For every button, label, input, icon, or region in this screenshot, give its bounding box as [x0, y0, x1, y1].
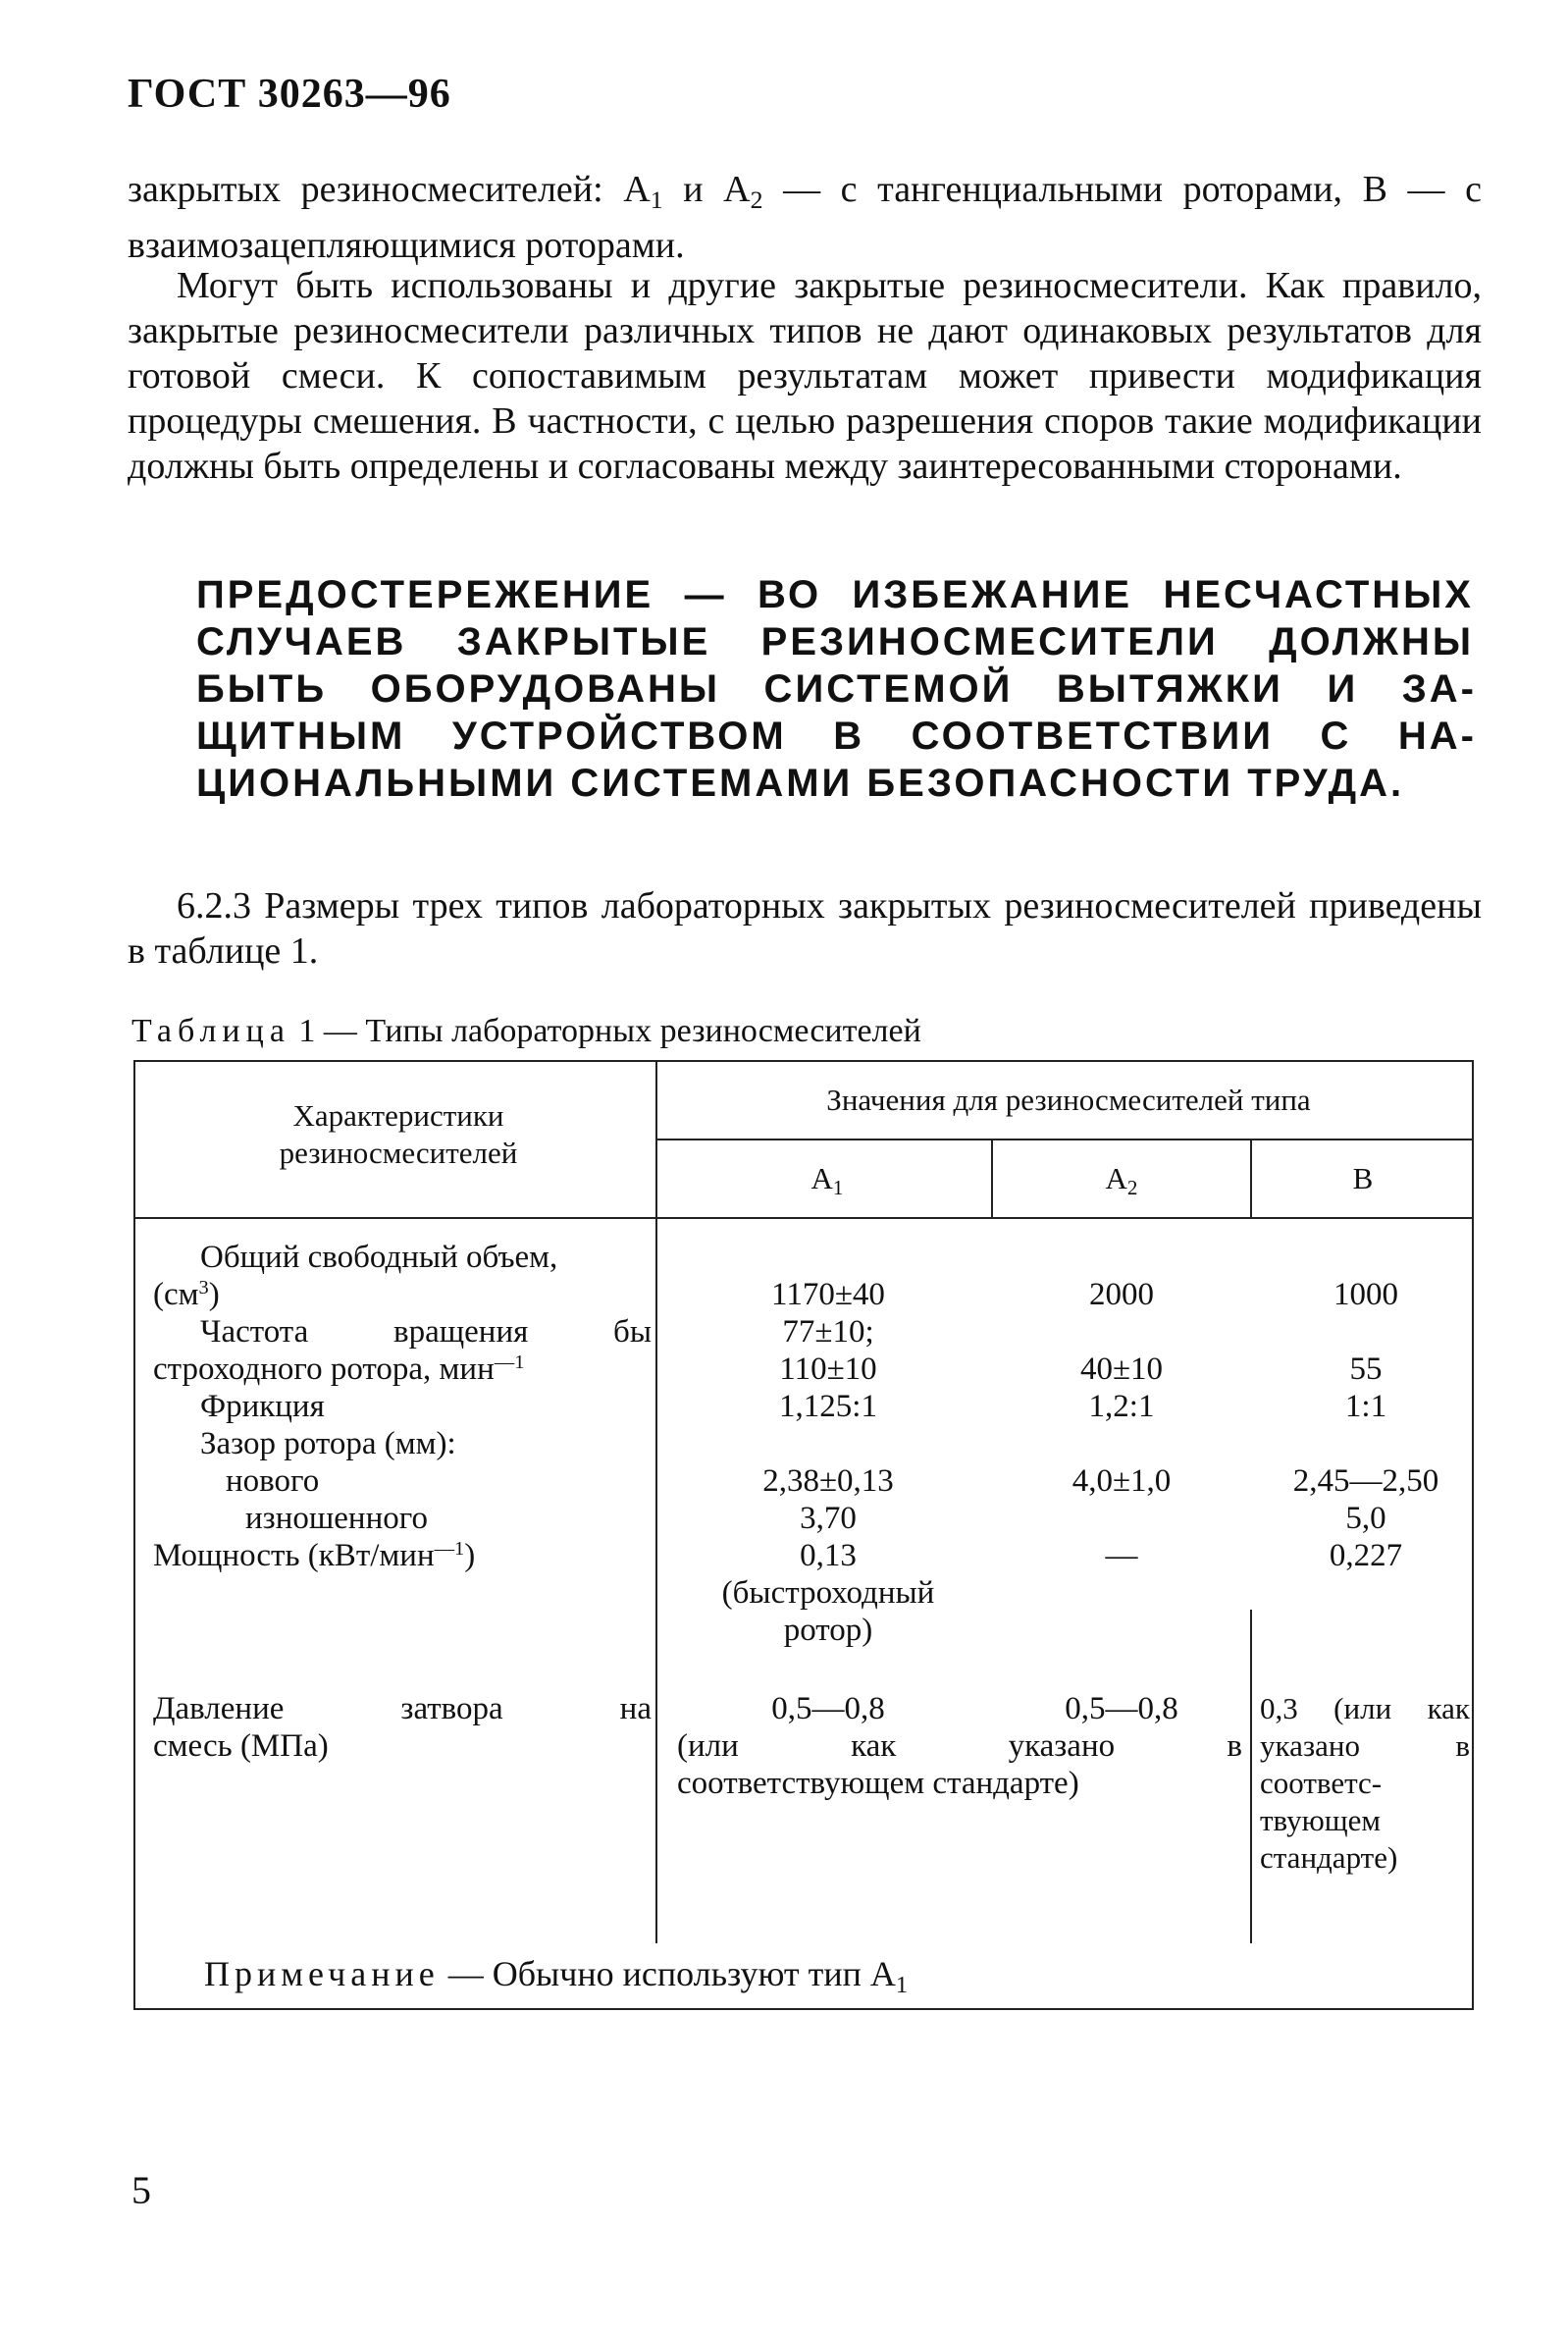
table-caption: Таблица 1 — Типы лабораторных резиносмесителей [131, 1013, 921, 1049]
a2-pressure: 0,5—0,8 [1065, 1691, 1178, 1726]
pressure-characteristic: Давление затвора на смесь (МПа) [153, 1691, 652, 1764]
a2-values: 2000 40±10 1,2:1 4,0±1,0 — [1071, 1277, 1172, 1573]
table-note: Примечание — Обычно используют тип $А_1$ [204, 1954, 909, 1998]
table-header-split [655, 1139, 1474, 1140]
table-divider-char [655, 1060, 657, 1943]
paragraph-mixer-types: закрытых резиносмесителей: $А_1$ и $А_2$ — с тангенциальными роторами, В — с взаимозацепляющимися роторами. [128, 169, 1482, 267]
b-values: 1000 55 1:1 2,45—2,50 5,0 0,227 [1292, 1277, 1439, 1573]
header-values: Значения для резиносмесителей типа [826, 1083, 1311, 1117]
table-header-bottom [133, 1217, 1474, 1219]
standard-header: ГОСТ 30263—96 [128, 72, 451, 117]
paragraph-other-mixers: Могут быть использованы и другие закрытые резиносмесители. Как правило, закрытые резиносмесители различных типов не дают одинаковых результатов для готовой смеси. К сопоставимым результатам может привести модификация процедуры смешения. В частности, с целью разрешения споров такие модификации должны быть определены и согласованы между заинтересованными сторонами. [128, 265, 1482, 487]
page-number: 5 [131, 2168, 151, 2212]
safety-warning: ПРЕДОСТЕРЕЖЕНИЕ — ВО ИЗБЕЖАНИЕ НЕСЧАСТНЫХ СЛУЧАЕВ ЗАКРЫТЫЕ РЕЗИНОСМЕСИТЕЛИ ДОЛЖНЫ БЫТЬ ОБОРУДОВАНЫ СИСТЕМОЙ ВЫТЯЖКИ И ЗАЩИТНЫМ УСТРОЙСТВОМ В СООТВЕТСТВИИ С НАЦИОНАЛЬНЫМИ СИСТЕМАМИ БЕЗОПАСНОСТИ ТРУДА. [196, 573, 1474, 805]
a1-a2-pressure-note: (или как указано в соответствующем стандарте) [677, 1728, 1242, 1801]
paragraph-6-2-3: 6.2.3 Размеры трех типов лабораторных закрытых резиносмесителей приведены в таблице 1. [128, 885, 1482, 972]
header-col-a1: $А_1$ [810, 1161, 844, 1199]
header-col-b: В [1352, 1161, 1374, 1195]
a1-pressure: 0,5—0,8 [771, 1691, 885, 1726]
header-characteristics: Характеристики резиносмесителей [279, 1098, 518, 1170]
b-pressure: 0,3 (или как указано в соответс- твующем стандарте) [1260, 1691, 1470, 1875]
table-divider-b-lower [1250, 1610, 1252, 1943]
header-col-a2: $А_2$ [1105, 1161, 1138, 1199]
a1-values: 1170±40 77±10; 110±10 1,125:1 2,38±0,13 3,70 0,13 (быстроходный ротор) [721, 1277, 935, 1648]
characteristics-column: Общий свободный объем, $(см^3)$ Частота вращения бы строходного ротора, мин$^{—1}$ Фрикция Зазор ротора (мм): нового изношенного Мощность (кВт/мин$^{—1}$) [153, 1240, 652, 1573]
